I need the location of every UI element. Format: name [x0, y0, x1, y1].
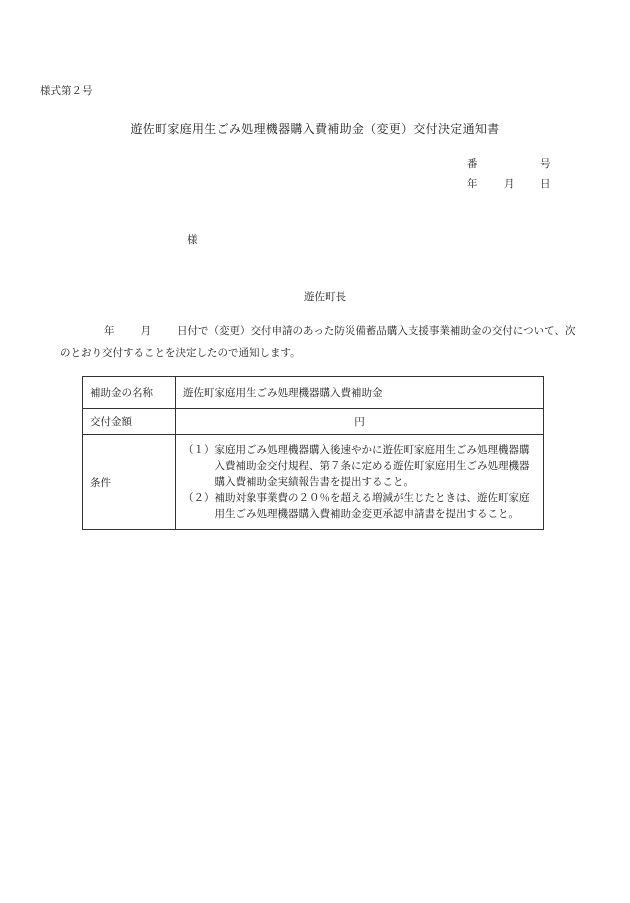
recipient-honorific: 様 [187, 234, 198, 246]
subsidy-name-label: 補助金の名称 [83, 377, 176, 409]
body-year: 年 [104, 325, 115, 337]
condition-item [183, 442, 536, 490]
conditions-label: 条件 [83, 435, 176, 530]
date-month: 月 [504, 178, 515, 190]
issuer-name: 遊佐町長 [304, 291, 346, 303]
table-row [83, 435, 544, 530]
number-suffix: 号 [540, 158, 551, 170]
form-number: 様式第２号 [40, 85, 93, 97]
body-month: 月 [140, 325, 151, 337]
condition-item [183, 490, 536, 522]
conditions-cell [176, 435, 544, 530]
number-label: 番 [467, 158, 478, 170]
condition-number: （２） [183, 492, 215, 504]
condition-number: （１） [183, 444, 215, 456]
table-row [83, 377, 544, 409]
document-title: 遊佐町家庭用生ごみ処理機器購入費補助金（変更）交付決定通知書 [130, 122, 500, 136]
notice-body [60, 320, 582, 364]
grant-amount-label: 交付金額 [83, 409, 176, 435]
condition-text: 家庭用ごみ処理機器購入後速やかに遊佐町家庭用生ごみ処理機器購入費補助金交付規程、第７条に定める遊佐町家庭用生ごみ処理機器購入費補助金実績報告書を提出すること。 [214, 444, 530, 488]
grant-amount-value: 円 [176, 409, 544, 435]
body-text: 日付で（変更）交付申請のあった防災備蓄品購入支援事業補助金の交付について、次のとおり交付することを決定したので通知します。 [60, 325, 576, 359]
subsidy-name-value: 遊佐町家庭用生ごみ処理機器購入費補助金 [176, 377, 544, 409]
subsidy-table [82, 376, 544, 530]
date-day: 日 [540, 178, 551, 190]
date-year: 年 [467, 178, 478, 190]
table-row [83, 409, 544, 435]
condition-text: 補助対象事業費の２０％を超える増減が生じたときは、遊佐町家庭用生ごみ処理機器購入費補助金変更承認申請書を提出すること。 [214, 492, 530, 520]
